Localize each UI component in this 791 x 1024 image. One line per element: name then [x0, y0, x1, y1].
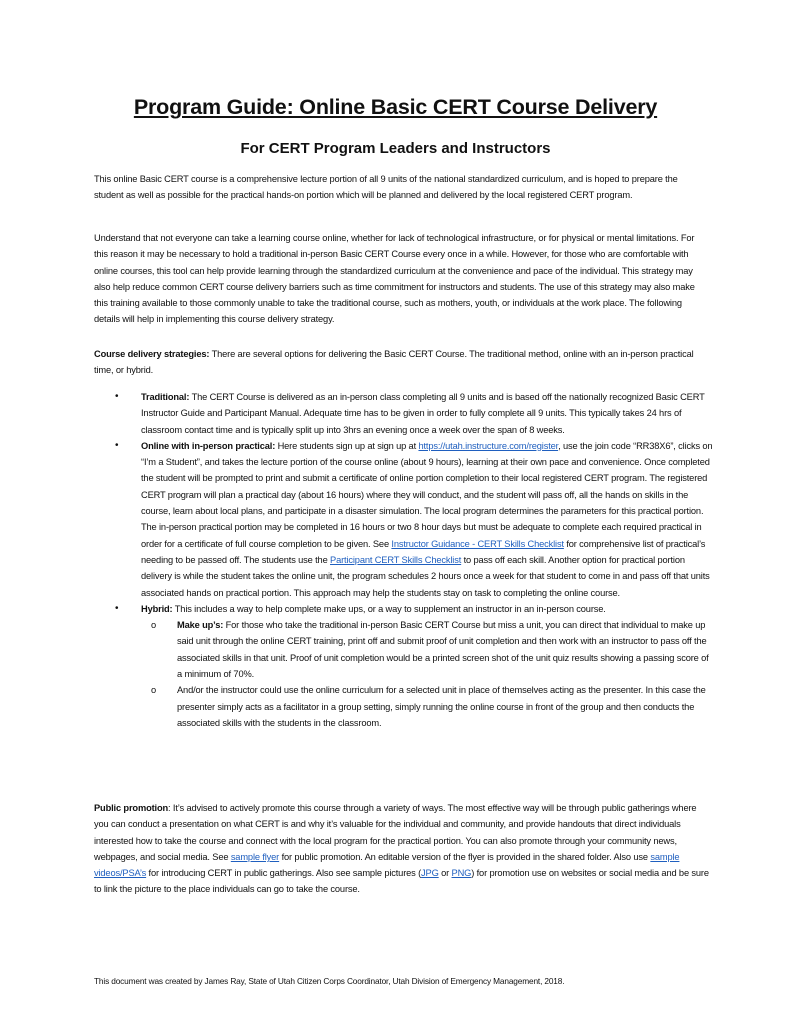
- promotion-text-2: for public promotion. An editable version of the flyer is provided in the shared folder. Also use: [279, 851, 651, 862]
- hybrid-text: This includes a way to help complete make ups, or a way to supplement an instructor in an in-person course.: [172, 603, 606, 614]
- jpg-link[interactable]: JPG: [421, 868, 439, 879]
- register-link[interactable]: https://utah.instructure.com/register: [418, 440, 559, 451]
- promotion-text-5: ) for promotion use on websites or social media and be sure to link the picture to the place individuals can go to take the course.: [94, 868, 709, 895]
- promotion-paragraph: [94, 800, 709, 898]
- makeups-text: For those who take the traditional in-person Basic CERT Course but miss a unit, you can direct that individual to make up said unit through the online CERT training, print off and submit proof of unit completion and then work with an instructor to pass off the associated skills in that unit. Proof of unit completion would be a printed screen shot of the unit quiz results showing a passing score of a minimum of 70%.: [177, 620, 709, 680]
- png-link[interactable]: PNG: [451, 868, 472, 879]
- online-text-1: Here students sign up at sign up at: [275, 440, 419, 451]
- hybrid-label: Hybrid:: [141, 603, 173, 614]
- sample-videos-link[interactable]: sample videos/PSA’s: [94, 851, 680, 879]
- page-title: Program Guide: Online Basic CERT Course Delivery: [133, 95, 658, 119]
- strategy-list: [94, 389, 714, 731]
- list-item-presenter: [141, 682, 714, 731]
- list-item-makeups: [141, 617, 714, 682]
- promotion-label: Public promotion: [94, 803, 169, 813]
- promotion-text-3: for introducing CERT in public gatherings. Also see sample pictures (: [146, 868, 422, 879]
- hybrid-sublist: [141, 617, 714, 731]
- presenter-text: And/or the instructor could use the online curriculum for a selected unit in place of themselves acting as the presenter. In this case the presenter simply acts as a facilitator in a group setting, simply running the online course in front of the group and then conducts the associated skills with the students in the classroom.: [177, 685, 706, 728]
- online-text-2: , use the join code “RR38X6”, clicks on “I’m a Student”, and takes the lecture portion of the course online (about 9 hours), learning at their own pace and convenience. Once completed the student will be prompted to print and submit a certificate of online portion completion to their local registered CERT program. The registered CERT program will plan a practical day (about 16 hours) where they will conduct, and the student will pass off, all the hands on skills in the course, learn about local plans, and participate in a disaster simulation. The local program determines the parameters for this practical portion. The in-person practical portion may be completed in 16 hours or two 8 hour days but must be adequate to complete each required practical in order for a certificate of full course completion to be given. See: [141, 440, 713, 549]
- participant-checklist-link[interactable]: Participant CERT Skills Checklist: [330, 554, 462, 565]
- promotion-text-1: : It’s advised to actively promote this course through a variety of ways. The most effective way will be through public gatherings where you can conduct a presentation on what CERT is and why it’s valuable for the individual and community, and provide handouts that direct individuals interested how to take the course and connect with the local program for the practical portion. You can also promote through your community news, webpages, and social media. See: [94, 803, 697, 862]
- intro-paragraph: This online Basic CERT course is a comprehensive lecture portion of all 9 units of the national standardized curriculum, and is hoped to prepare the student as well as possible for the practical hands-on portion which will be planned and delivered by the local registered CERT program.: [94, 174, 678, 201]
- understand-paragraph: Understand that not everyone can take a learning course online, whether for lack of technological infrastructure, or for physical or mental limitations. For this reason it may be necessary to hold a traditional in-person Basic CERT Course every once in a while. However, for those who are comfortable with online courses, this tool can help provide learning through the standardized curriculum at the convenience and pace of the individual. This strategy may also help reduce common CERT course delivery barriers such as time commitment for instructors and students. The use of this strategy may also make this training available to those commonly unable to take the traditional course, such as mothers, youth, or individuals at the work place. The following details will help in implementing this course delivery strategy.: [94, 233, 695, 325]
- online-text-4: to pass off each skill. Another option for practical portion delivery is while the student takes the online unit, the program schedules 2 hours once a week for that student to come in and pass off that units associated hands on practical portion. This approach may help the students stay on task to completing the online course.: [141, 554, 710, 598]
- strategies-label: Course delivery strategies:: [94, 349, 210, 359]
- traditional-text: The CERT Course is delivered as an in-person class completing all 9 units and is based off the nationally recognized Basic CERT Instructor Guide and Participant Manual. Adequate time has to be given in order to fully complete all 9 units. This typically takes 24 hrs of classroom contact time and is typically split up into 3hrs an evening once a week over the span of 8 weeks.: [141, 392, 705, 435]
- footer-credit: This document was created by James Ray, State of Utah Citizen Corps Coordinator, Utah Division of Emergency Management, 2018.: [94, 976, 565, 986]
- strategies-paragraph: [94, 346, 709, 379]
- traditional-label: Traditional:: [141, 392, 190, 402]
- sample-flyer-link[interactable]: sample flyer: [230, 851, 280, 862]
- online-text-3: for comprehensive list of practical’s needing to be passed off. The students use the: [141, 538, 706, 565]
- strategies-text: There are several options for delivering the Basic CERT Course. The traditional method, online with an in-person practical time, or hybrid.: [94, 349, 694, 376]
- online-label: Online with in-person practical:: [141, 440, 276, 451]
- makeups-label: Make up’s:: [177, 620, 224, 631]
- list-item-hybrid: [94, 601, 714, 731]
- page-subtitle: For CERT Program Leaders and Instructors: [240, 140, 551, 157]
- list-item-online: [94, 438, 714, 601]
- instructor-guidance-link[interactable]: Instructor Guidance - CERT Skills Checklist: [391, 538, 564, 549]
- promotion-text-4: or: [438, 868, 452, 879]
- list-item-traditional: [94, 389, 714, 438]
